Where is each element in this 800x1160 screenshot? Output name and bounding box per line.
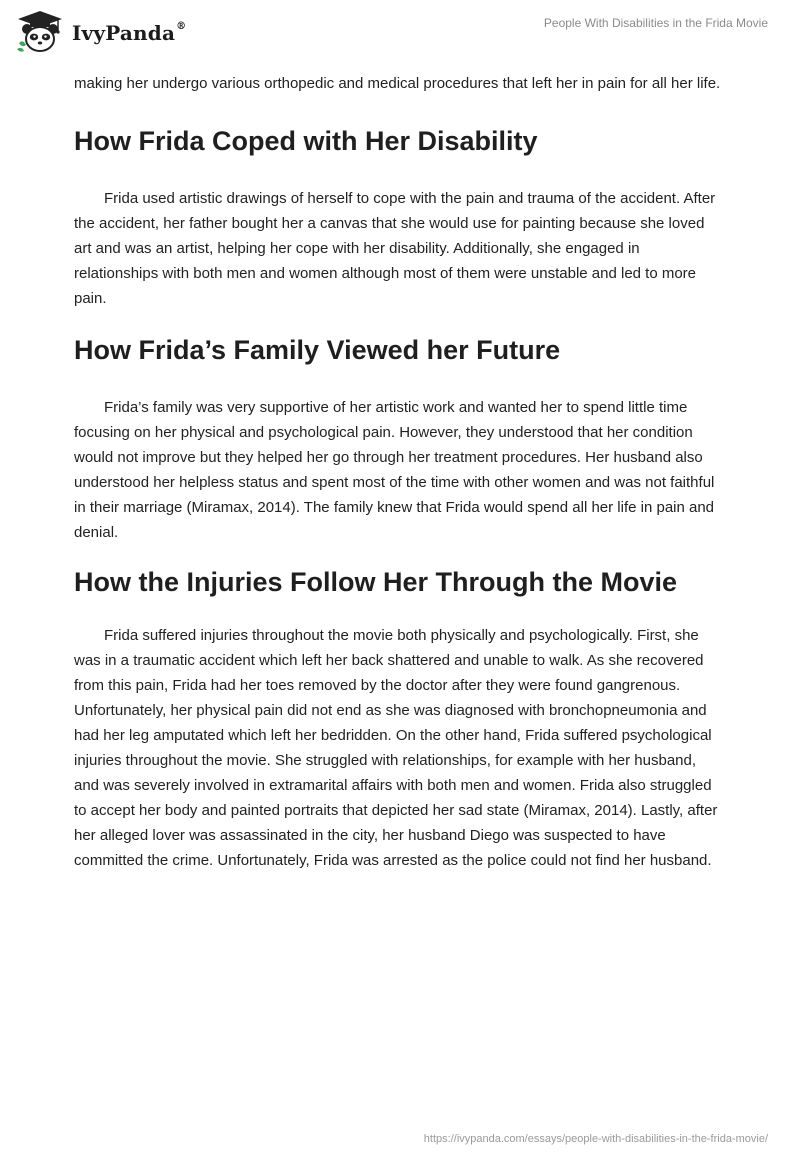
intro-paragraph: making her undergo various orthopedic and medical procedures that left her in pain for all her life. xyxy=(74,75,721,92)
section-paragraph-injuries: Frida suffered injuries throughout the movie both physically and psychologically. First, she was in a traumatic accident which left her back shattered and unable to walk. As she recovered from this pain, Frida had her toes removed by the doctor after they were found gangrenous. Unfortunately, her physical pain did not end as she was diagnosed with bronchopneumonia and had her leg amputated which left her bedridden. On the other hand, Frida suffered psychological injuries throughout the movie. She struggled with relationships, for example with her husband, and was severely involved in extramarital affairs with both men and women. Frida also struggled to accept her body and painted portraits that depicted her sad state (Miramax, 2014). Lastly, after her alleged lover was assassinated in the city, her husband Diego was suspected to have committed the crime. Unfortunately, Frida was arrested as the police could not find her husband. xyxy=(74,627,718,869)
panda-graduate-logo-icon xyxy=(14,9,66,55)
brand-name: IvyPanda® xyxy=(72,21,187,45)
section-paragraph-coping: Frida used artistic drawings of herself to cope with the pain and trauma of the accident. After the accident, her father bought her a canvas that she would use for painting because she loved art and was an artist, helping her cope with her disability. Additionally, she engaged in relationships with both men and women although most of them were unstable and led to more pain. xyxy=(74,190,716,307)
brand-logo[interactable] xyxy=(14,8,186,56)
source-url-link[interactable]: https://ivypanda.com/essays/people-with-disabilities-in-the-frida-movie/ xyxy=(423,1133,768,1145)
section-heading-injuries: How the Injuries Follow Her Through the Movie xyxy=(74,567,678,597)
section-heading-family: How Frida’s Family Viewed her Future xyxy=(74,335,561,365)
section-heading-coping: How Frida Coped with Her Disability xyxy=(74,126,538,156)
page-header xyxy=(0,0,800,68)
section-paragraph-family: Frida’s family was very supportive of her artistic work and wanted her to spend little time focusing on her physical and psychological pain. However, they understood that her condition would not improve but they helped her go through her treatment procedures. Her husband also understood her helpless status and spent most of the time with other women and was not faithful in their marriage (Miramax, 2014). The family knew that Frida would spend all her life in pain and denial. xyxy=(74,399,715,541)
essay-content xyxy=(74,71,724,873)
document-title: People With Disabilities in the Frida Movie xyxy=(543,16,768,30)
